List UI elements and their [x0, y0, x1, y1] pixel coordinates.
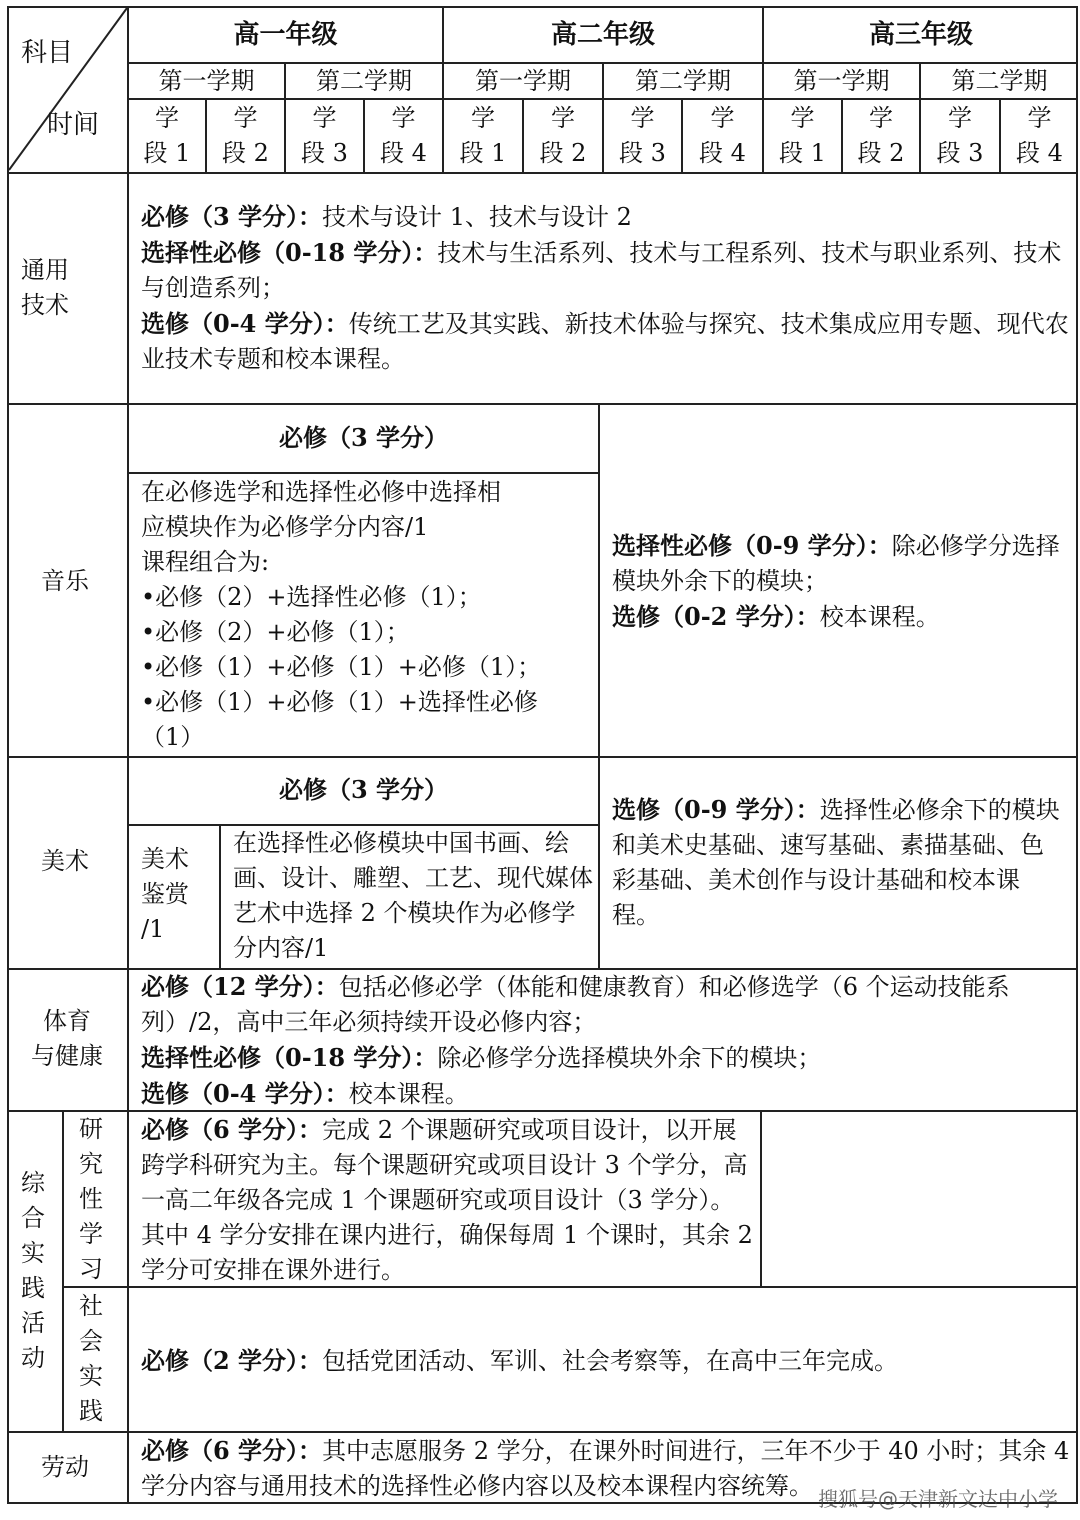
row-divider	[7, 756, 1078, 758]
art-sub-divider	[219, 824, 221, 968]
music-line: 课程组合为:	[141, 548, 270, 576]
subject-practice: 综 合 实 践 活 动	[21, 1169, 45, 1372]
music-line: （1）	[141, 723, 205, 751]
corner-time-label: 时间	[47, 110, 100, 140]
semester: 第一学期	[158, 67, 255, 95]
music-required-title: 必修（3 学分）	[278, 423, 449, 452]
subject-labor: 劳动	[41, 1453, 89, 1481]
music-title-divider	[127, 472, 598, 474]
segment-cell: 学 段 1	[459, 104, 507, 167]
tech-content	[141, 199, 1071, 377]
subject-pe: 体育 与健康	[31, 1007, 103, 1070]
segment-cell: 学 段 3	[301, 104, 348, 167]
art-choose-text: 在选择性必修模块中国书画、绘画、设计、雕塑、工艺、现代媒体艺术中选择 2 个模块作为必修学分内容/1	[233, 829, 593, 962]
corner-diagonal	[7, 6, 129, 172]
watermark: 搜狐号@天津新文达中小学	[818, 1487, 1058, 1511]
music-line: •必修（1）+必修（1）+选择性必修	[141, 688, 538, 716]
music-line: •必修（2）+必修（1）；	[141, 618, 410, 646]
corner-subject-label: 科目	[21, 38, 74, 68]
social-label: 社 会 实 践	[79, 1292, 103, 1425]
art-required-title: 必修（3 学分）	[278, 775, 449, 804]
labor-content: 必修（6 学分）：其中志愿服务 2 学分，在课外时间进行，三年不少于 40 小时；其余 4 学分内容与通用技术的选择性必修内容以及校本课程内容统筹。	[141, 1436, 1070, 1500]
semester: 第一学期	[475, 67, 571, 95]
music-line: •必修（2）+选择性必修（1）；	[141, 583, 482, 611]
year-1: 高一年级	[233, 20, 338, 50]
music-line: •必修（1）+必修（1）+必修（1）；	[141, 653, 542, 681]
research-label: 研 究 性 学 习	[79, 1115, 103, 1283]
segment-cell: 学 段 3	[619, 104, 666, 167]
split-divider	[598, 403, 600, 968]
semester: 第二学期	[316, 67, 412, 95]
segment-cell: 学 段 4	[380, 104, 427, 167]
semester: 第二学期	[635, 67, 731, 95]
year-2: 高二年级	[550, 20, 655, 50]
practice-sub-divider	[62, 1110, 64, 1431]
music-required-body	[141, 475, 593, 755]
research-content: 必修（6 学分）：完成 2 个课题研究或项目设计，以开展跨学科研究为主。每个课题研究或项目设计 3 个学分，高一高二年级各完成 1 个课题研究或项目设计（3 学分）。其中 4 学分安排在课内进行，确保每周 1 个课时，其余 2 学分可安排在课外进行。	[141, 1115, 753, 1284]
segment-cell: 学 段 1	[143, 104, 191, 167]
tech-elective-required: 选择性必修（0-18 学分）：技术与生活系列、技术与工程系列、技术与职业系列、技术与创造系列；	[141, 238, 1062, 302]
research-right-divider	[760, 1110, 762, 1286]
curriculum-table	[7, 6, 1078, 1506]
subject-column-divider	[127, 6, 129, 1504]
segment-cell: 学 段 3	[936, 104, 984, 167]
social-content: 必修（2 学分）：包括党团活动、军训、社会考察等，在高中三年完成。	[141, 1346, 899, 1375]
music-line: 在必修选学和选择性必修中选择相	[141, 478, 501, 506]
segment-cell: 学 段 1	[779, 104, 826, 167]
header-bottom-divider	[7, 172, 1078, 174]
segment-cell: 学 段 2	[539, 104, 587, 167]
tech-elective: 选修（0-4 学分）：传统工艺及其实践、新技术体验与探究、技术集成应用专题、现代农业技术专题和校本课程。	[141, 309, 1069, 373]
music-right-content: 选择性必修（0-9 学分）：除必修学分选择模块外余下的模块； 选修（0-2 学分）：校本课程。	[612, 531, 1060, 631]
art-right-content: 选修（0-9 学分）：选择性必修余下的模块和美术史基础、速写基础、素描基础、色彩基础、美术创作与设计基础和校本课程。	[612, 795, 1060, 929]
row-divider	[7, 403, 1078, 405]
subject-music: 音乐	[41, 567, 89, 595]
semester: 第一学期	[793, 67, 890, 95]
music-line: 应模块作为必修学分内容/1	[141, 513, 429, 541]
subject-tech: 通用 技术	[21, 256, 69, 319]
segment-cell: 学 段 4	[1016, 104, 1063, 167]
segment-cell: 学 段 2	[222, 104, 269, 167]
subject-art: 美术	[41, 847, 89, 875]
tech-required: 必修（3 学分）：技术与设计 1、技术与设计 2	[141, 202, 632, 231]
pe-content: 必修（12 学分）：包括必修必学（体能和健康教育）和必修选学（6 个运动技能系列）/2，高中三年必须持续开设必修内容； 选择性必修（0-18 学分）：除必修学分选择模块外余下的模块； 选修（0-4 学分）：校本课程。	[141, 972, 1010, 1108]
segment-cell: 学 段 2	[857, 104, 905, 167]
art-appreciation: 美术 鉴赏 /1	[141, 845, 189, 943]
segment-cell: 学 段 4	[699, 104, 746, 167]
year-3: 高三年级	[868, 20, 973, 50]
semester: 第二学期	[951, 67, 1048, 95]
